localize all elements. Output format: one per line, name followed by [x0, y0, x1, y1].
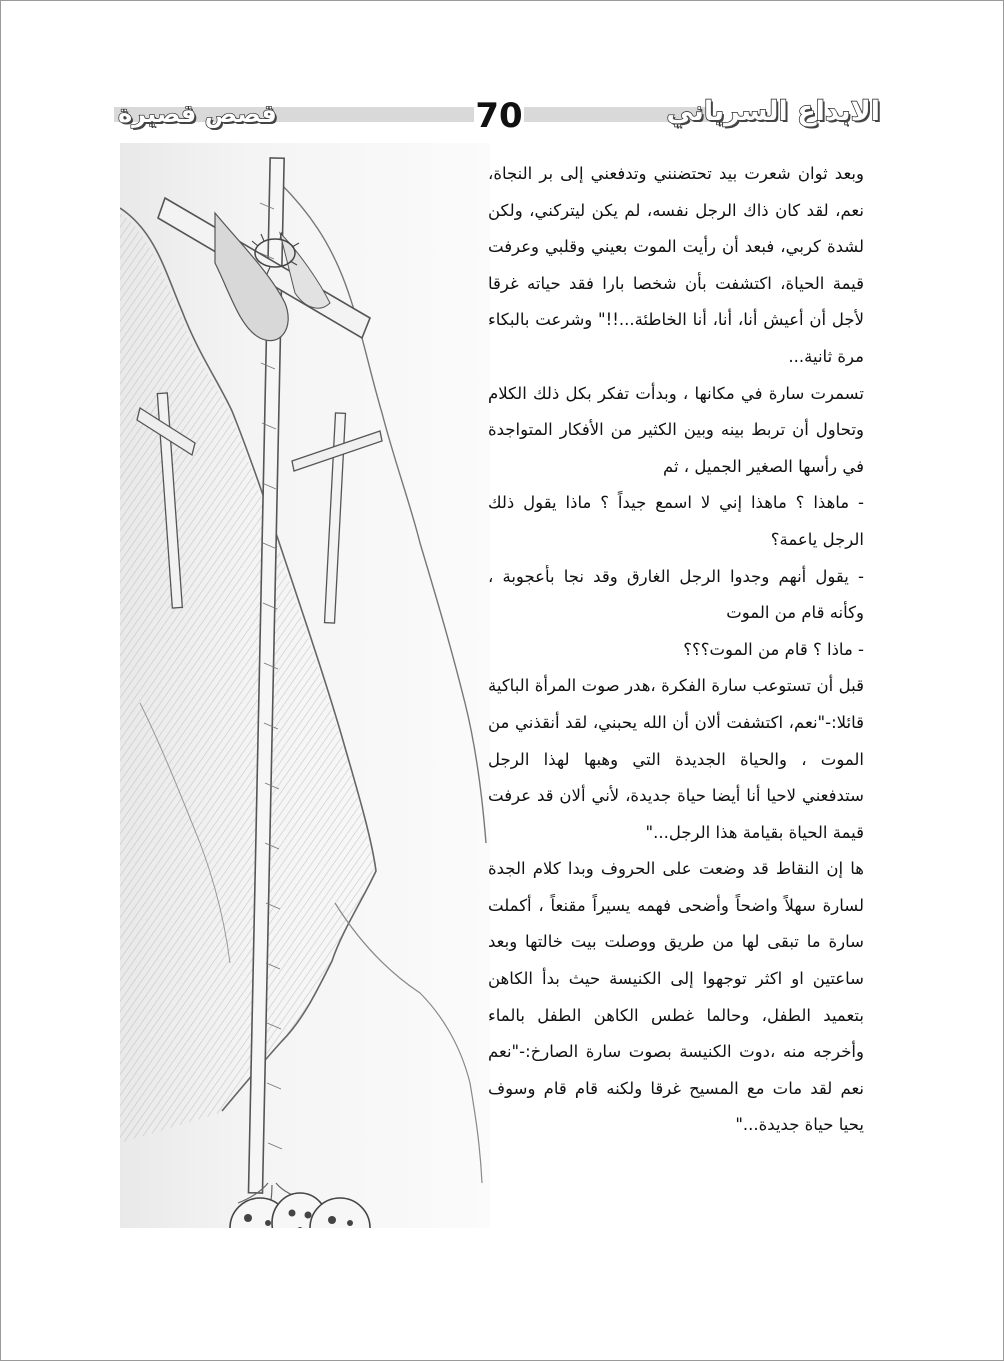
magazine-title: الابداع السرياني — [666, 96, 880, 127]
article-paragraph: تسمرت سارة في مكانها ، وبدأت تفكر بكل ذلك الكلام وتحاول أن تربط بينه وبين الكثير من الأفكار المتواجدة في رأسها الصغير الجميل ، ثم — [488, 383, 864, 476]
page-number: 70 — [475, 96, 523, 136]
article-body — [488, 156, 864, 1144]
pencil-drawing-crosses — [120, 143, 490, 1228]
section-label: قصص قصيرة — [118, 100, 277, 128]
article-paragraph: ها إن النقاط قد وضعت على الحروف وبدا كلام الجدة لسارة سهلاً واضحاً وأضحى فهمه يسيراً مقنعاً ، أكملت سارة ما تبقى لها من طريق ووصلت بيت خالتها وبعد ساعتين او اكثر توجهوا إلى الكنيسة حيث بدأ الكاهن بتعميد الطفل، وحالما غطس الكاهن الطفل بالماء وأخرجه منه ،دوت الكنيسة بصوت سارة الصارخ:-"نعم نعم لقد مات مع المسيح غرقا ولكنه قام قام وسوف يحيا حياة جديدة..." — [488, 859, 864, 1135]
article-paragraph: قبل أن تستوعب سارة الفكرة ،هدر صوت المرأة الباكية قائلا:-"نعم، اكتشفت ألان أن الله يحبني، لقد أنقذني من الموت ، والحياة الجديدة التي وهبها لهذا الرجل ستدفعني لاحيا أنا أيضا حياة جديدة، لأني ألان قد عرفت قيمة الحياة بقيامة هذا الرجل..." — [488, 676, 864, 842]
article-paragraph: - ماهذا ؟ ماهذا إني لا اسمع جيداً ؟ ماذا يقول ذلك الرجل ياعمة؟ — [488, 493, 864, 549]
article-paragraph: - يقول أنهم وجدوا الرجل الغارق وقد نجا بأعجوبة ، وكأنه قام من الموت — [488, 566, 864, 623]
article-paragraph: وبعد ثوان شعرت بيد تحتضنني وتدفعني إلى بر النجاة، نعم، لقد كان ذاك الرجل نفسه، لم يكن ليتركني، ولكن لشدة كربي، فبعد أن رأيت الموت بعيني وقلبي وعرفت قيمة الحياة، اكتشفت بأن شخصا بارا فقد حياته غرقا لأجل أن أعيش أنا، أنا، أنا الخاطئة...!!" وشرعت بالبكاء مرة ثانية... — [488, 164, 864, 366]
article-paragraph: - ماذا ؟ قام من الموت؟؟؟ — [683, 639, 864, 659]
